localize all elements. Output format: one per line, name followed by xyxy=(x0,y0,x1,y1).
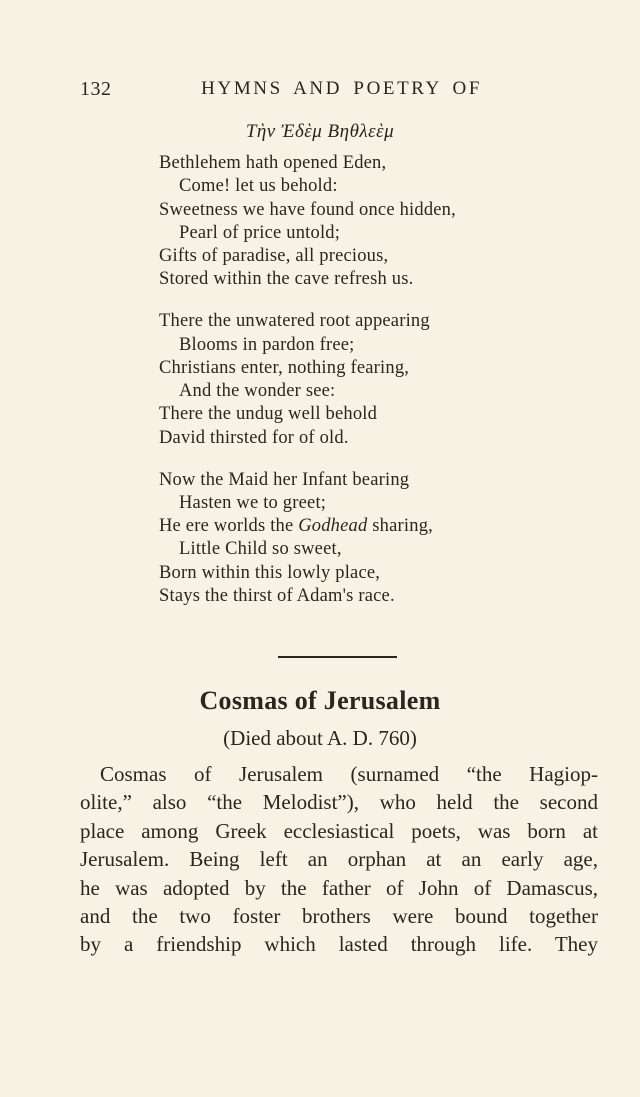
poem-line: Stays the thirst of Adam's race. xyxy=(159,586,395,607)
poem-line: Now the Maid her Infant bearing xyxy=(159,469,410,490)
section-subtitle: (Died about A. D. 760) xyxy=(223,726,417,750)
section-title: Cosmas of Jerusalem xyxy=(199,686,441,715)
poem-line: Born within this lowly place, xyxy=(159,562,381,583)
poem xyxy=(159,152,456,627)
poem-line: David thirsted for of old. xyxy=(159,427,349,448)
poem-line: Christians enter, nothing fearing, xyxy=(159,357,410,378)
prose-line: Cosmas of Jerusalem (surnamed “the Hagiop- xyxy=(100,762,598,786)
stanza-2 xyxy=(159,310,456,450)
poem-line xyxy=(159,515,456,538)
poem-line: Little Child so sweet, xyxy=(179,539,342,560)
poem-line: Sweetness we have found once hidden, xyxy=(159,199,456,220)
poem-line: Gifts of paradise, all precious, xyxy=(159,246,389,267)
running-head: HYMNS AND POETRY OF xyxy=(201,78,482,99)
prose-line: place among Greek ecclesiastical poets, was born at xyxy=(80,818,598,843)
poem-line: Bethlehem hath opened Eden, xyxy=(159,153,387,173)
poem-line: There the undug well behold xyxy=(159,404,378,425)
biography-paragraph xyxy=(80,760,598,959)
prose-line: and the two foster brothers were bound together xyxy=(80,903,598,928)
poem-line: There the unwatered root appearing xyxy=(159,311,430,332)
page-number: 132 xyxy=(80,78,112,100)
prose-line: by a friendship which lasted through life. They xyxy=(80,932,598,957)
hymn-greek-title: Τὴν Ἐδὲμ Βηθλεὲμ xyxy=(245,121,395,142)
prose-line: Jerusalem. Being left an orphan at an early age, xyxy=(80,847,598,872)
section-divider xyxy=(278,656,397,658)
stanza-1 xyxy=(159,152,456,292)
poem-line: Stored within the cave refresh us. xyxy=(159,269,414,290)
poem-line-text: sharing, xyxy=(372,516,433,537)
prose-line: he was adopted by the father of John of Damascus, xyxy=(80,875,598,900)
page-header xyxy=(80,78,482,104)
poem-line: Pearl of price untold; xyxy=(179,222,341,243)
poem-line-emphasis: Godhead xyxy=(298,516,368,537)
poem-line: And the wonder see: xyxy=(179,381,336,402)
stanza-3 xyxy=(159,469,456,609)
poem-line: Blooms in pardon free; xyxy=(179,334,355,355)
poem-line: Hasten we to greet; xyxy=(179,492,327,513)
poem-line: Come! let us behold: xyxy=(179,176,338,197)
prose-line: olite,” also “the Melodist”), who held the second xyxy=(80,790,598,815)
poem-line-text: He ere worlds the xyxy=(159,516,294,537)
